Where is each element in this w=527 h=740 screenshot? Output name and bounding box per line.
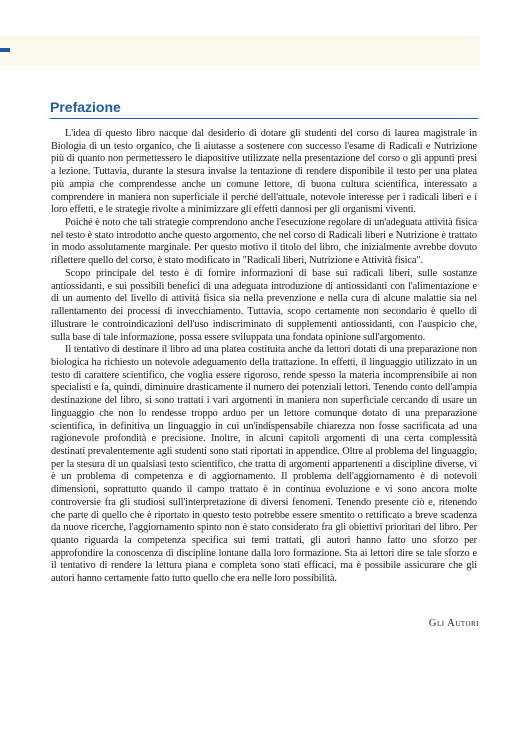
paragraph: Scopo principale del testo è di fornire informazioni di base sui radicali liberi, sulle sostanze antiossidanti, e sui possibili benefici di una adeguata introduzione di antiossidanti con l'alimentazione e di un aumento del livello di attività fisica sia nella prevenzione e nella cura di alcune malattie sia nel rallentamento dei processi di invecchiamento. Tuttavia, scopo certamente non secondario è quello di illustrare le controindicazioni dell'uso indiscriminato di supplementi antiossidanti, con l'auspicio che, sulla base di tale informazione, possa essere sviluppata una fondata opinione sull'argomento. — [51, 267, 477, 343]
paragraph: Poiché è noto che tali strategie comprendono anche l'esecuzione regolare di un'adeguata attività fisica nel testo è stato introdotto anche questo argomento, che nel corso di Radicali liberi e Nutrizione è trattato in modo assolutamente marginale. Per questo motivo il titolo del libro, che inizialmente avrebbe dovuto riflettere quello del corso, è stato modificato in "Radicali liberi, Nutrizione e Attività fisica". — [51, 217, 477, 267]
paragraph: Il tentativo di destinare il libro ad una platea costituita anche da lettori dotati di una preparazione non biologica ha richiesto un notevole adeguamento della trattazione. In effetti, il linguaggio utilizzato in un testo di carattere scientifico, che voglia essere rigoroso, rende spesso la materia incomprensibile ai non specialisti e fa, quindi, diminuire drasticamente il numero dei potenziali lettori. Tenendo conto dell'ampia destinazione del libro, si sono trattati i vari argomenti in maniera non superficiale cercando di usare un linguaggio che non lo rendesse troppo arduo per un lettore comunque dotato di una preparazione scientifica, in definitiva un linguaggio in cui un'indispensabile chiarezza non fosse sacrificata ad una ragionevole profondità e precisione. Inoltre, in alcuni capitoli argomenti di una certa complessità destinati prevalentemente agli studenti sono stati riportati in appendice. Oltre al problema del linguaggio, per la stesura di un qualsiasi testo scientifico, che tratta di argomenti appartenenti a discipline diverse, vi è un problema di competenza e di aggiornamento. Il problema dell'aggiornamento è di notevoli dimensioni, soprattutto quando il campo trattato è in continua evoluzione e vi sono ancora molte controversie fra gli studiosi sull'interpretazione di diversi fenomeni. Tenendo presente ciò e, ritenendo che parte di quello che è riportato in questo testo potrebbe essere smentito o rettificato a breve scadenza da nuove ricerche, l'aggiornamento spinto non è stato considerato fra gli obiettivi prioritari del libro. Per quanto riguarda la competenza specifica sui temi trattati, gli autori hanno fatto uno sforzo per approfondire la conoscenza di discipline lontane dalla loro formazione. Sta ai lettori dire se tale sforzo e il tentativo di rendere la lettura piana e completa sono stati efficaci, ma è possibile assicurare che gli autori hanno certamente fatto tutto quello che era nelle loro possibilità. — [51, 344, 477, 585]
header-band — [0, 36, 480, 66]
page-edge-marker — [0, 48, 10, 52]
authors-signature: Gli Autori — [428, 618, 479, 629]
preface-body — [51, 128, 477, 586]
paragraph: L'idea di questo libro nacque dal desiderio di dotare gli studenti del corso di laurea magistrale in Biologia di un testo organico, che li aiutasse a sostenere con successo l'esame di Radicali e Nutrizione più di quanto non permettessero le diapositive utilizzate nella presentazione del corso o gli appunti presi a lezione. Tuttavia, durante la stesura invalse la tentazione di rendere disponibile il testo per una platea più ampia che comprendesse anche un comune lettore, di buona cultura scientifica, interessato a comprendere in maniera non superficiale il perché dell'attuale, notevole interesse per i radicali liberi e i loro effetti, e le strategie rivolte a minimizzare gli effetti dannosi per gli organismi viventi. — [51, 128, 477, 216]
section-heading: Prefazione — [50, 98, 478, 119]
